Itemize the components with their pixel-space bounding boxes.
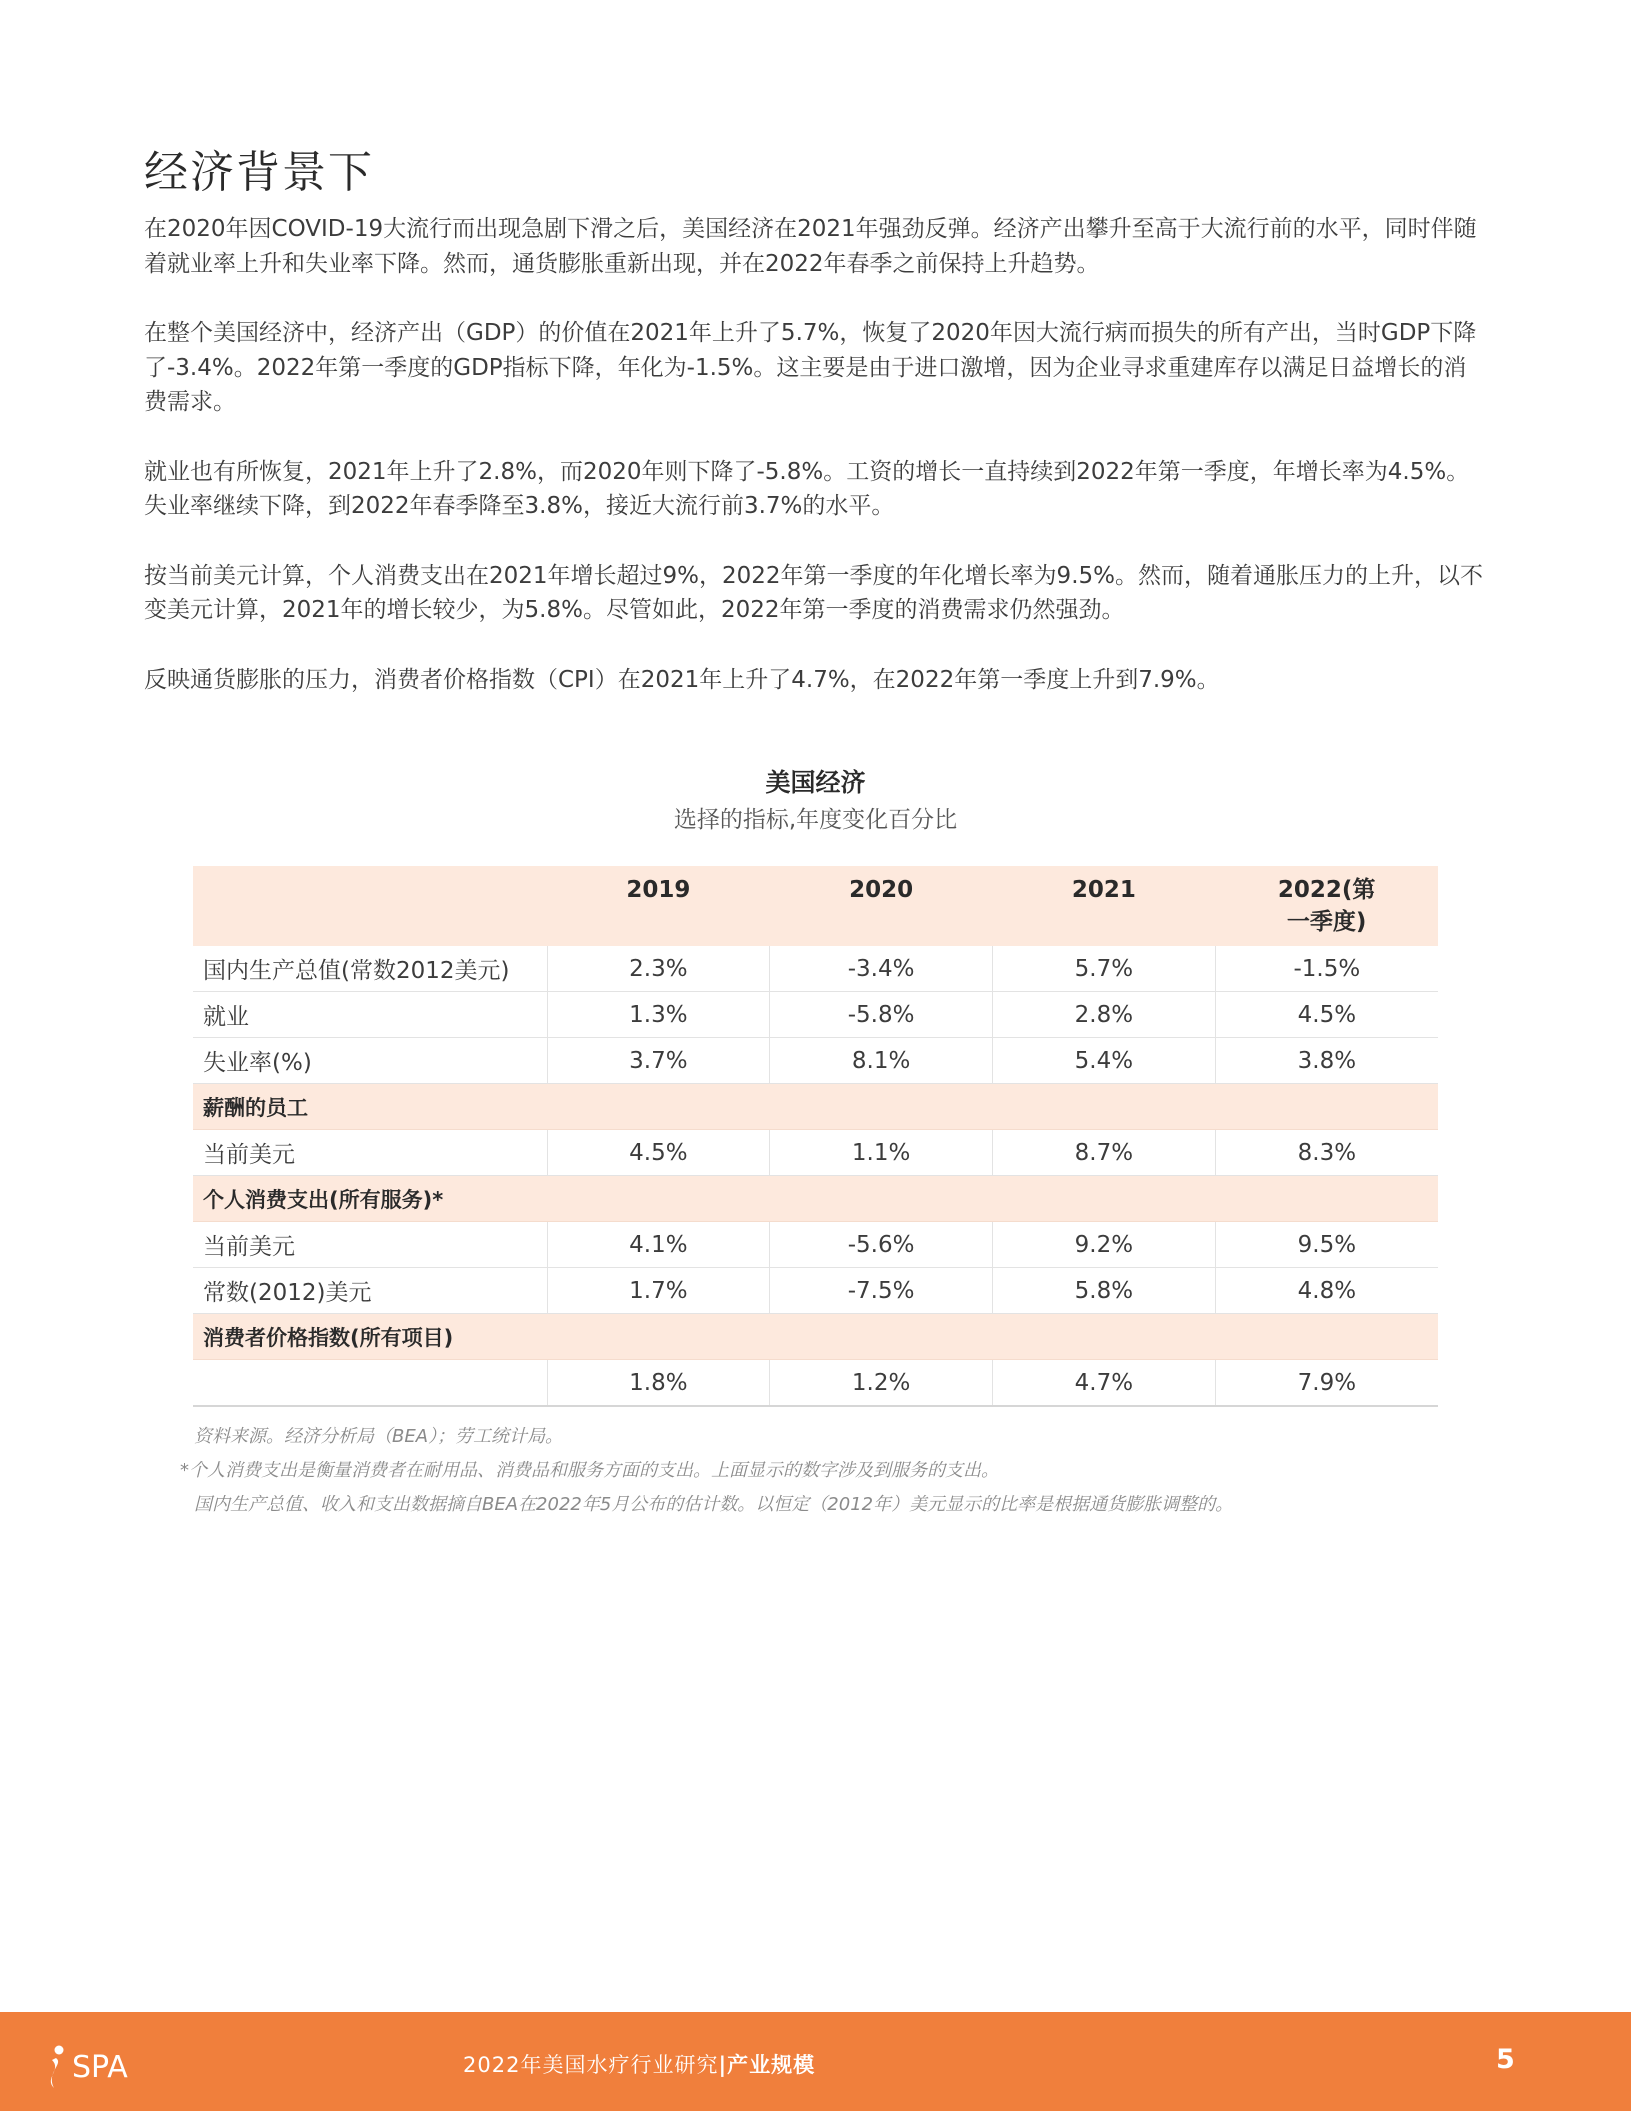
table-cell: -3.4% <box>770 946 993 992</box>
table-row <box>193 1222 1438 1268</box>
row-label: 失业率(%) <box>193 1038 547 1084</box>
table-cell: 1.2% <box>770 1360 993 1407</box>
table-section-row <box>193 1176 1438 1222</box>
table-notes <box>180 1420 1233 1522</box>
table-cell: -5.6% <box>770 1222 993 1268</box>
table-cell: 1.8% <box>547 1360 770 1407</box>
table-row <box>193 1038 1438 1084</box>
logo-text: SPA <box>72 2049 128 2085</box>
table-header-row <box>193 866 1438 946</box>
table-subtitle: 选择的指标,年度变化百分比 <box>673 807 958 833</box>
report-title: 2022年美国水疗行业研究 <box>463 2053 719 2077</box>
table-cell: 4.7% <box>993 1360 1216 1407</box>
table-section-row <box>193 1084 1438 1130</box>
table-cell: 1.1% <box>770 1130 993 1176</box>
header-cell: 2022(第一季度) <box>1215 866 1438 946</box>
table-cell: 8.3% <box>1215 1130 1438 1176</box>
section-label: 消费者价格指数(所有项目) <box>193 1314 1438 1360</box>
paragraph: 在整个美国经济中，经济产出（GDP）的价值在2021年上升了5.7%，恢复了2020年因大流行病而损失的所有产出，当时GDP下降了-3.4%。2022年第一季度的GDP指标下降，年化为-1.5%。这主要是由于进口激增，因为企业寻求重建库存以满足日益增长的消费需求。 <box>144 320 1477 415</box>
table-cell: 5.8% <box>993 1268 1216 1314</box>
table-cell: 9.2% <box>993 1222 1216 1268</box>
data-note: 国内生产总值、收入和支出数据摘自BEA在2022年5月公布的估计数。以恒定（2012年）美元显示的比率是根据通货膨胀调整的。 <box>194 1494 1234 1515</box>
row-label: 当前美元 <box>193 1222 547 1268</box>
table-cell: 4.1% <box>547 1222 770 1268</box>
table-cell: 5.4% <box>993 1038 1216 1084</box>
page-number: 5 <box>1496 2044 1515 2075</box>
table-row <box>193 1360 1438 1407</box>
footer-separator: | <box>718 2053 728 2077</box>
table-cell: 5.7% <box>993 946 1216 992</box>
table-cell: 8.7% <box>993 1130 1216 1176</box>
table-cell: -7.5% <box>770 1268 993 1314</box>
paragraph: 在2020年因COVID-19大流行而出现急剧下滑之后，美国经济在2021年强劲反弹。经济产出攀升至高于大流行前的水平，同时伴随着就业率上升和失业率下降。然而，通货膨胀重新出现，并在2022年春季之前保持上升趋势。 <box>144 216 1477 277</box>
footer-report-title <box>463 2049 815 2079</box>
row-label: 国内生产总值(常数2012美元) <box>193 946 547 992</box>
table-row <box>193 1268 1438 1314</box>
table-cell: 3.8% <box>1215 1038 1438 1084</box>
footnote: *个人消费支出是衡量消费者在耐用品、消费品和服务方面的支出。上面显示的数字涉及到服务的支出。 <box>180 1460 999 1481</box>
paragraph: 反映通货膨胀的压力，消费者价格指数（CPI）在2021年上升了4.7%，在2022年第一季度上升到7.9%。 <box>144 666 1220 693</box>
table-cell: 9.5% <box>1215 1222 1438 1268</box>
body-text <box>144 212 1489 732</box>
table-row <box>193 992 1438 1038</box>
section-name: 产业规模 <box>727 2053 816 2077</box>
table-cell: 3.7% <box>547 1038 770 1084</box>
table-section-row <box>193 1314 1438 1360</box>
table-cell: 2.3% <box>547 946 770 992</box>
economy-table <box>193 866 1438 1407</box>
paragraph: 按当前美元计算，个人消费支出在2021年增长超过9%，2022年第一季度的年化增长率为9.5%。然而，随着通胀压力的上升，以不变美元计算，2021年的增长较少，为5.8%。尽管如此，2022年第一季度的消费需求仍然强劲。 <box>144 562 1483 623</box>
header-cell: 2020 <box>770 866 993 946</box>
table-cell: 1.7% <box>547 1268 770 1314</box>
paragraph: 就业也有所恢复，2021年上升了2.8%，而2020年则下降了-5.8%。工资的增长一直持续到2022年第一季度，年增长率为4.5%。失业率继续下降，到2022年春季降至3.8%，接近大流行前3.7%的水平。 <box>144 458 1470 519</box>
spa-logo <box>42 2044 128 2090</box>
row-label: 当前美元 <box>193 1130 547 1176</box>
row-label: 常数(2012)美元 <box>193 1268 547 1314</box>
table-cell: 1.3% <box>547 992 770 1038</box>
header-cell: 2021 <box>993 866 1216 946</box>
table-cell: 4.5% <box>1215 992 1438 1038</box>
header-cell <box>193 866 547 946</box>
table-cell: 4.8% <box>1215 1268 1438 1314</box>
table-cell: 4.5% <box>547 1130 770 1176</box>
table-title: 美国经济 <box>765 768 866 797</box>
footer-bar <box>0 2012 1631 2111</box>
table-cell: 8.1% <box>770 1038 993 1084</box>
table-cell: 7.9% <box>1215 1360 1438 1407</box>
row-label: 就业 <box>193 992 547 1038</box>
table-cell: -1.5% <box>1215 946 1438 992</box>
table-row <box>193 1130 1438 1176</box>
source-note: 资料来源。经济分析局（BEA）；劳工统计局。 <box>194 1426 564 1447</box>
table-cell: 2.8% <box>993 992 1216 1038</box>
section-label: 个人消费支出(所有服务)* <box>193 1176 1438 1222</box>
table-cell: -5.8% <box>770 992 993 1038</box>
spa-logo-icon <box>42 2044 68 2090</box>
header-cell: 2019 <box>547 866 770 946</box>
row-label <box>193 1360 547 1407</box>
table-row <box>193 946 1438 992</box>
section-label: 薪酬的员工 <box>193 1084 1438 1130</box>
page-title: 经济背景下 <box>144 147 374 198</box>
